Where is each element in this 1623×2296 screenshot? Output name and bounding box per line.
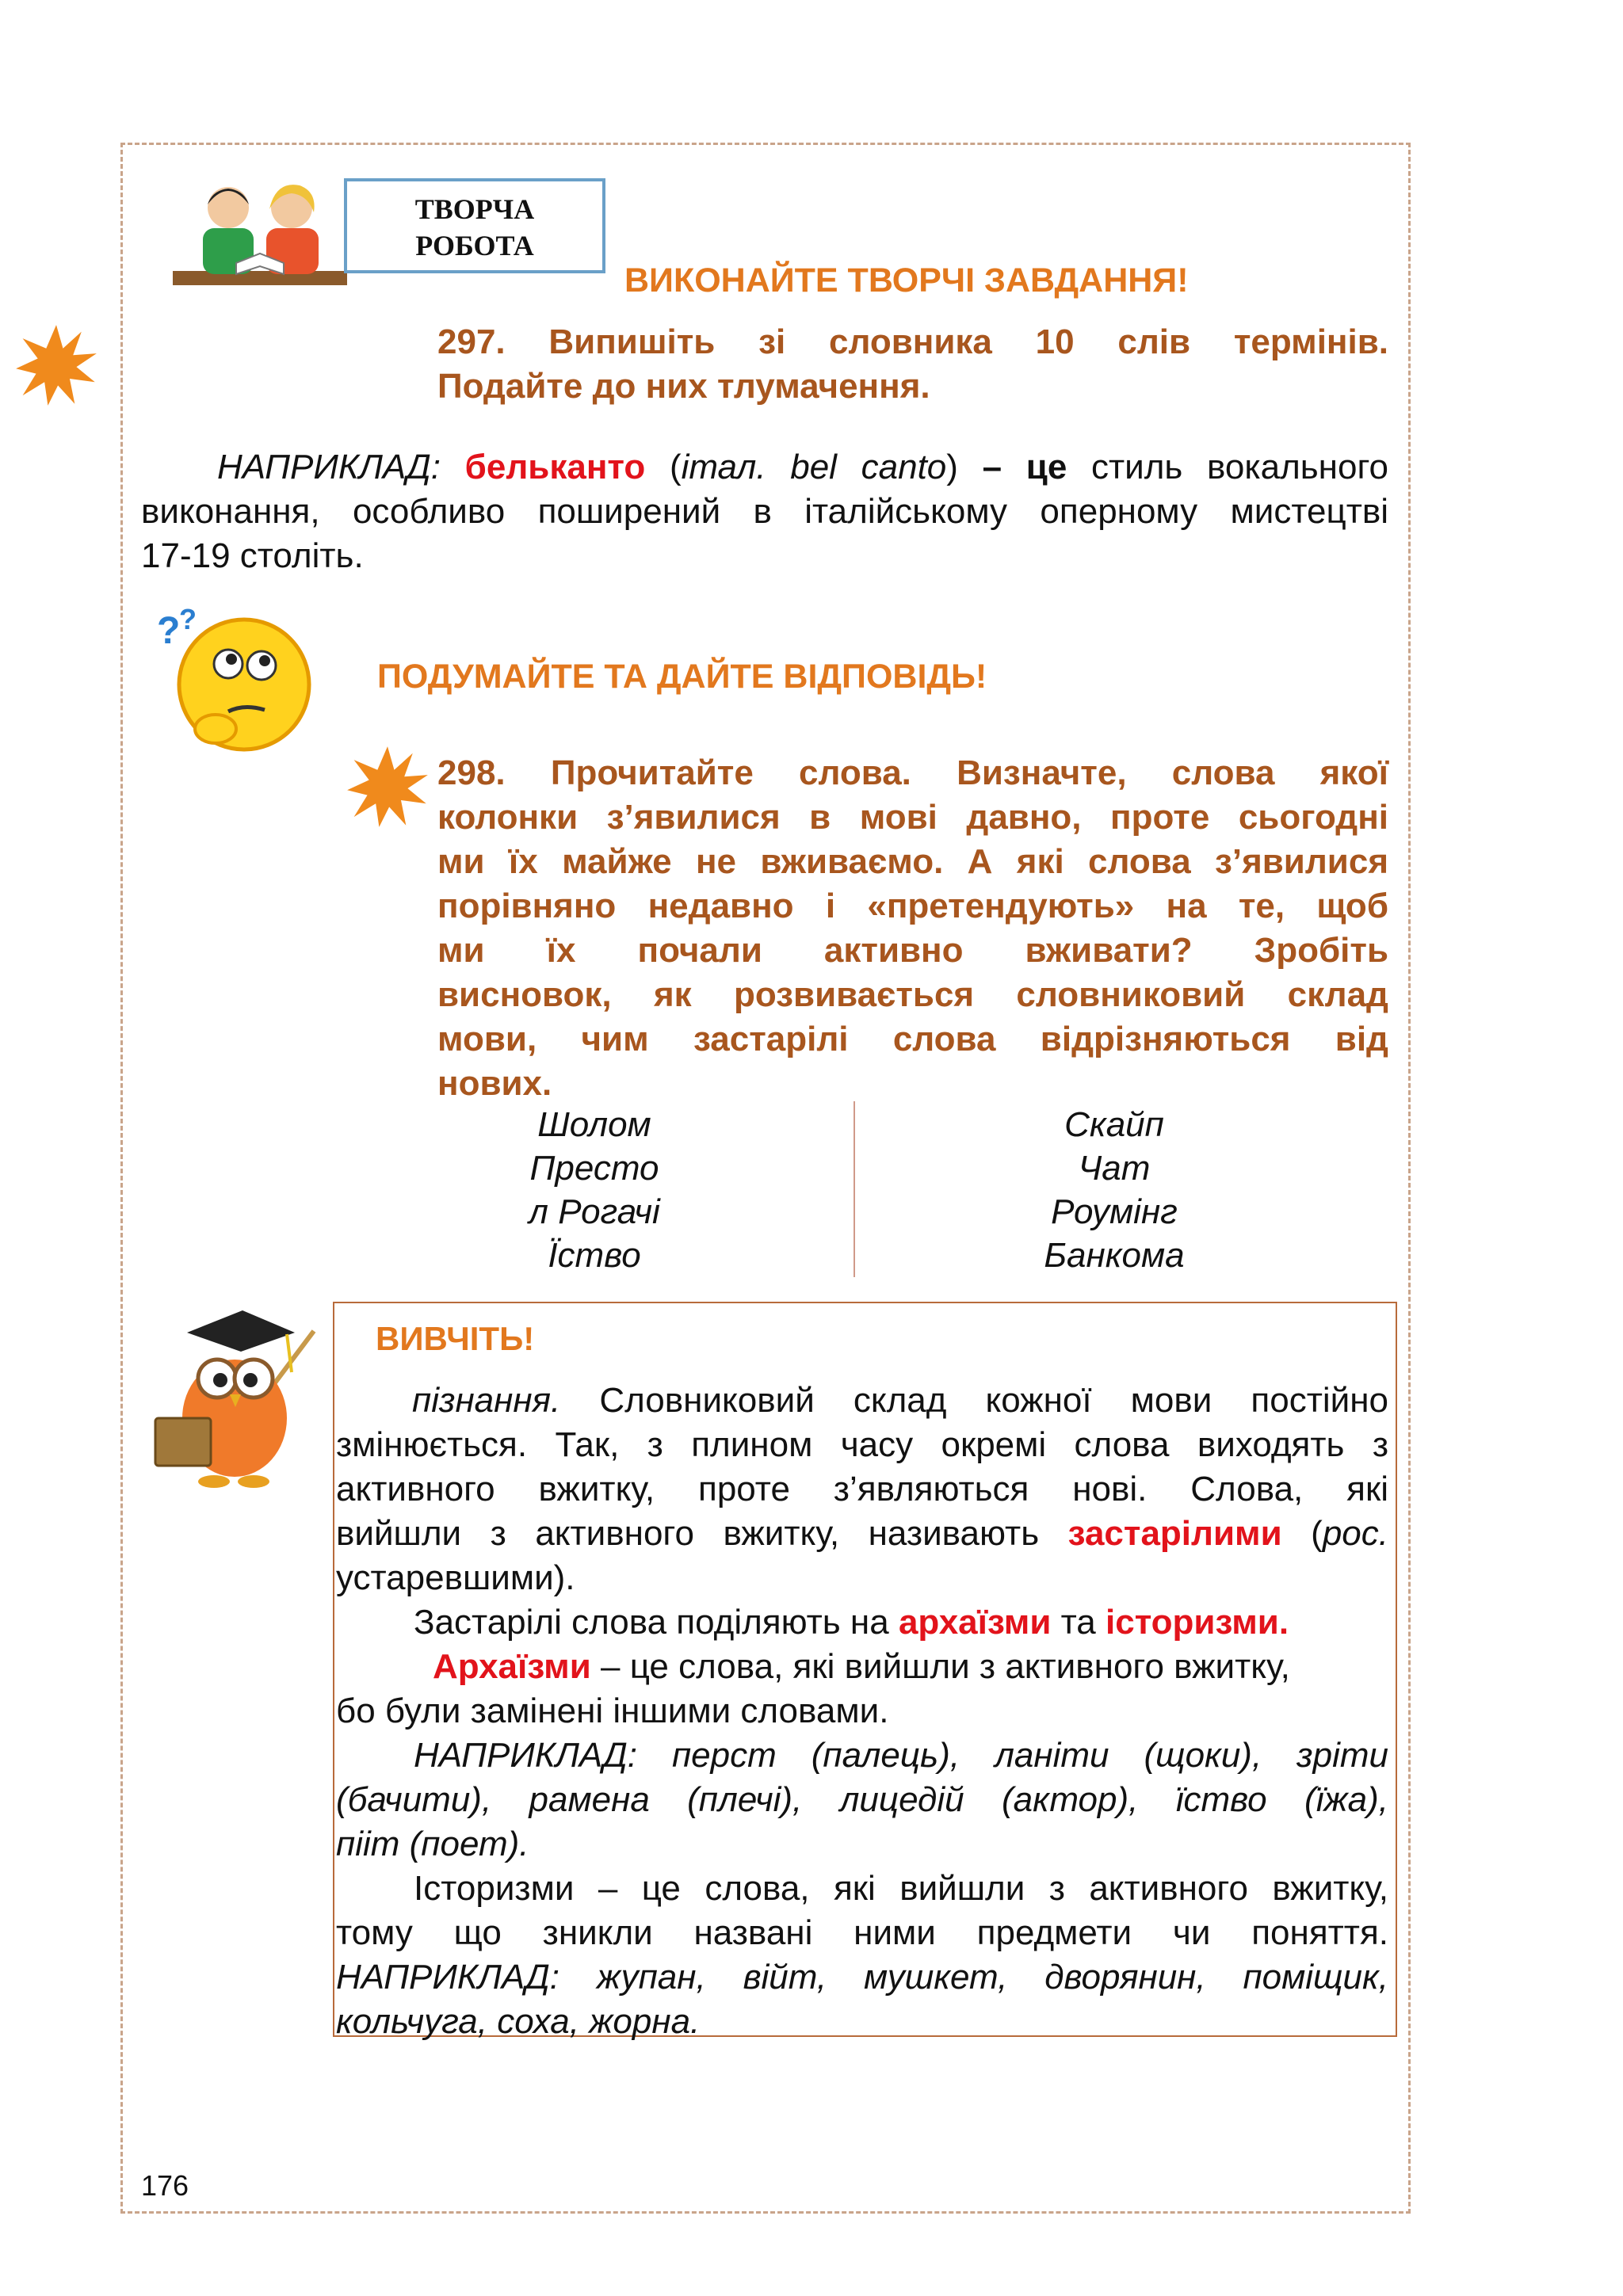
term-origin: італ. bel canto <box>681 448 947 486</box>
thinking-smiley-icon <box>151 602 317 761</box>
word-item: л Рогачі <box>529 1192 660 1231</box>
study-line: змінюється. Так, з плином часу окремі слова виходять з <box>336 1425 1388 1464</box>
word-item: Роумінг <box>1051 1192 1178 1231</box>
creative-work-badge <box>344 178 605 273</box>
study-line: активного вжитку, проте з’являються нові. Слова, які <box>336 1470 1388 1508</box>
paren-close: ) <box>946 448 958 486</box>
task-298-line: висновок, як розвивається словниковий склад <box>437 975 1388 1014</box>
example-prefix: НАПРИКЛАД: <box>217 448 441 486</box>
study-line <box>336 1512 1388 1556</box>
study-line <box>336 1645 1388 1689</box>
starburst-icon <box>14 323 98 407</box>
study-text-fragment: – це слова, які вийшли з активного вжитку, <box>601 1647 1290 1686</box>
task-298-line: ми їх почали активно вживати? Зробіть <box>437 931 1388 970</box>
svg-text:?: ? <box>157 610 181 652</box>
task-297-line2: Подайте до них тлумачення. <box>437 367 930 406</box>
term-historisms: історизми. <box>1106 1603 1289 1642</box>
dash-ce: – це <box>982 448 1067 486</box>
word-item: Чат <box>1078 1149 1151 1188</box>
example-line2: виконання, особливо поширений в італійському оперному мистецтві <box>141 492 1388 531</box>
study-p1-word: пізнання. <box>412 1381 561 1420</box>
term-archaisms: архаїзми <box>898 1603 1052 1642</box>
badge-line1: ТВОРЧА <box>414 193 535 225</box>
word-item: Їство <box>548 1236 641 1275</box>
study-line <box>336 1379 1388 1423</box>
left-word-column <box>475 1103 713 1277</box>
study-text-fragment: та <box>1060 1603 1096 1642</box>
task-298-line: нових. <box>437 1064 552 1103</box>
word-item: Банкома <box>1044 1236 1185 1275</box>
kids-reading-icon <box>173 176 347 287</box>
starburst-icon <box>346 745 430 829</box>
task-298-line: порівняно недавно і «претендують» на те, щоб <box>437 887 1388 925</box>
task-297-line1: 297. Випишіть зі словника 10 слів термінів. <box>437 322 1388 361</box>
task-298-line: колонки з’явилися в мові давно, проте сьогодні <box>437 798 1388 837</box>
study-text-fragment: вийшли з активного вжитку, називають <box>336 1514 1040 1553</box>
term-belcanto: бельканто <box>464 448 646 486</box>
example-line1 <box>141 445 1388 490</box>
study-line: тому що зникли названі ними предмети чи поняття. <box>336 1913 1388 1952</box>
study-p1-rest: Словниковий склад кожної мови постійно <box>599 1381 1388 1420</box>
task-298-line: 298. Прочитайте слова. Визначте, слова якої <box>437 753 1388 792</box>
word-item: Престо <box>529 1149 659 1188</box>
task-298-line: мови, чим застарілі слова відрізняються від <box>437 1020 1388 1058</box>
svg-text:?: ? <box>179 603 197 635</box>
study-line: кольчуга, соха, жорна. <box>336 2002 701 2041</box>
example-rest: стиль вокального <box>1091 448 1389 486</box>
study-line <box>336 1600 1388 1645</box>
column-divider <box>854 1101 855 1277</box>
example-line3: 17-19 століть. <box>141 536 364 575</box>
study-paren: ( <box>1311 1514 1323 1553</box>
page-number: 176 <box>141 2169 189 2202</box>
study-line: НАПРИКЛАД: жупан, війт, мушкет, дворянин, поміщик, <box>336 1958 1388 1997</box>
study-line: устаревшими). <box>336 1558 575 1597</box>
right-word-column <box>995 1103 1233 1277</box>
task-298 <box>437 751 1388 1106</box>
owl-professor-icon <box>147 1299 322 1489</box>
word-item: Шолом <box>537 1105 651 1144</box>
section2-heading: ПОДУМАЙТЕ ТА ДАЙТЕ ВІДПОВІДЬ! <box>377 658 987 696</box>
word-item: Скайп <box>1064 1105 1164 1144</box>
study-text <box>336 1379 1388 2044</box>
term-archaisms-def: Архаїзми <box>433 1647 591 1686</box>
task-298-line: ми їх майже не вживаємо. А які слова з’явилися <box>437 842 1388 881</box>
study-text-fragment: Застарілі слова поділяють на <box>414 1603 889 1642</box>
section1-heading: ВИКОНАЙТЕ ТВОРЧІ ЗАВДАННЯ! <box>624 261 1189 299</box>
study-line: бо були замінені іншими словами. <box>336 1691 889 1730</box>
study-line: НАПРИКЛАД: перст (палець), ланіти (щоки), зріти <box>414 1736 1388 1775</box>
badge-line2: РОБОТА <box>415 230 534 261</box>
term-obsolete: застарілими <box>1067 1514 1282 1553</box>
study-line: Історизми – це слова, які вийшли з активного вжитку, <box>414 1869 1388 1908</box>
paren-open: ( <box>669 448 682 486</box>
study-ros: рос. <box>1322 1514 1388 1553</box>
study-line: пііт (поет). <box>336 1825 529 1863</box>
study-heading: ВИВЧІТЬ! <box>376 1320 535 1357</box>
study-line: (бачити), рамена (плечі), лицедій (актор), їство (їжа), <box>336 1780 1388 1819</box>
